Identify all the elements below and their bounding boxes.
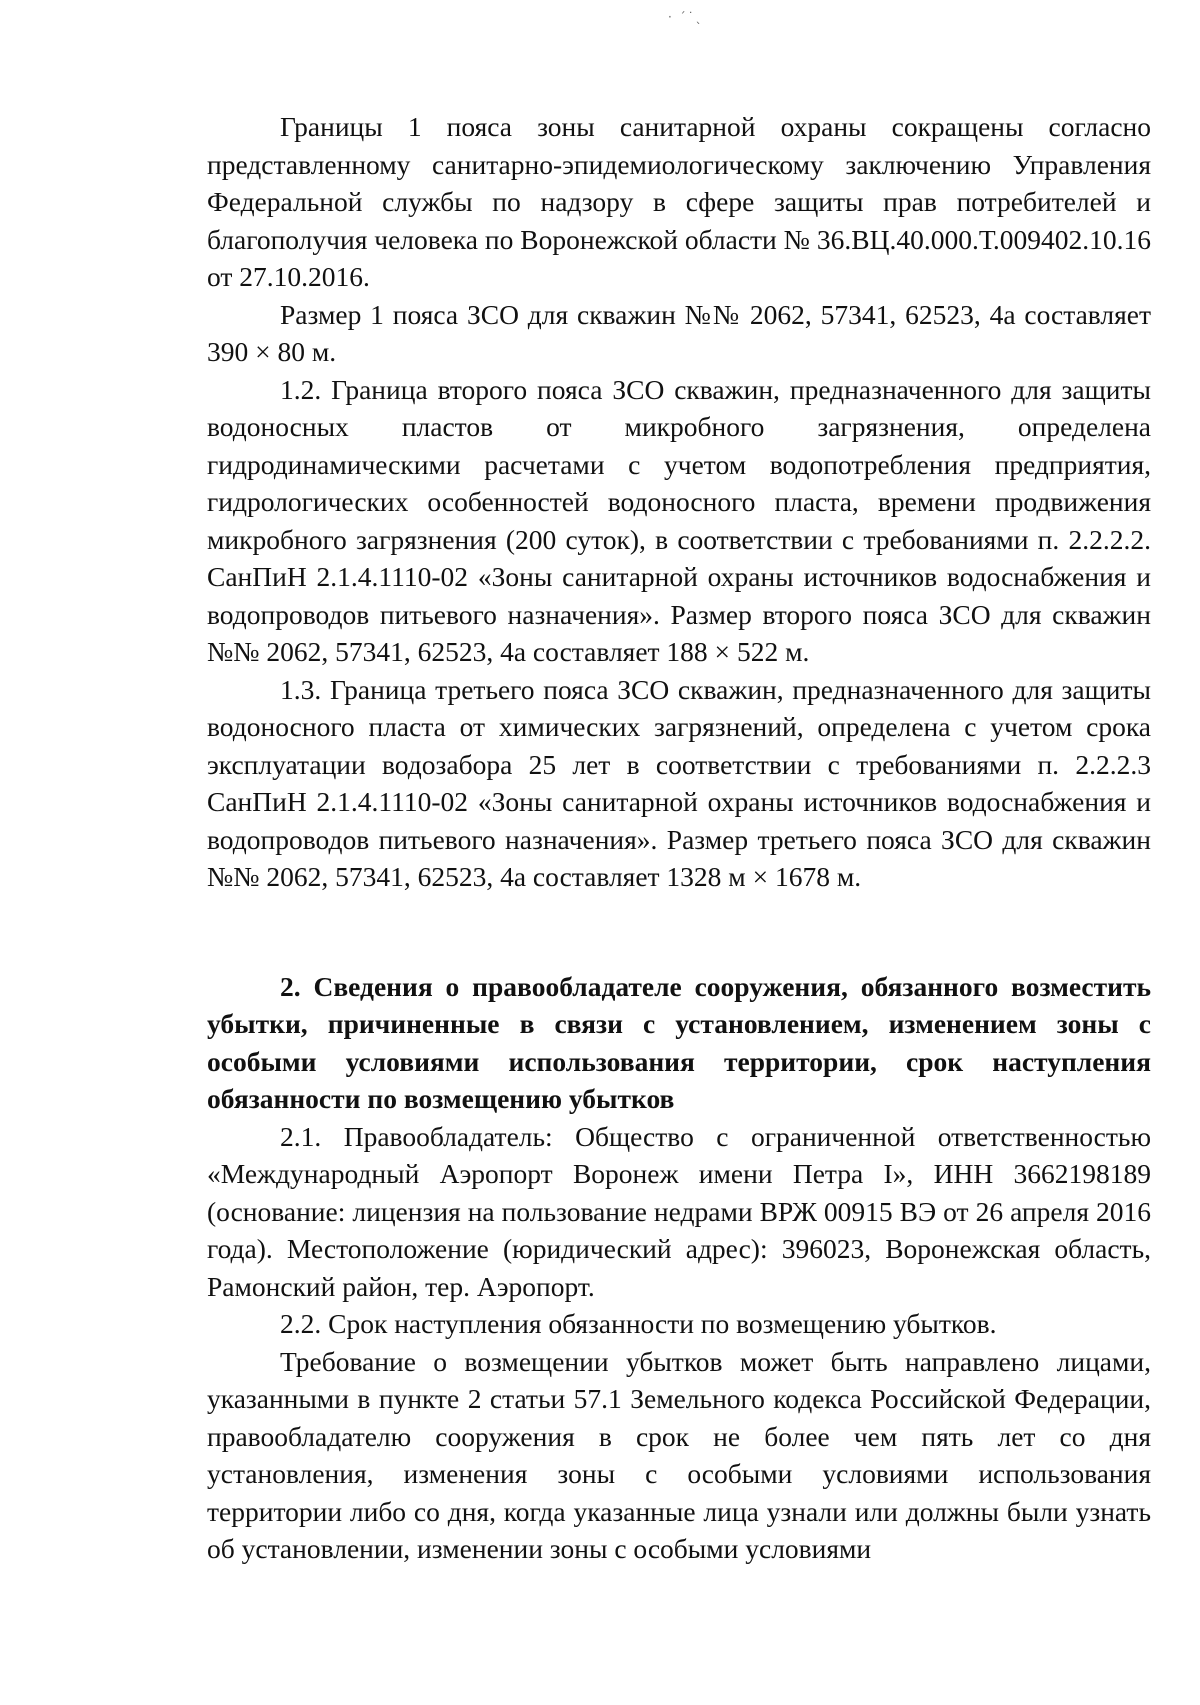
paragraph-compensation-claim: Требование о возмещении убытков может быть направлено лицами, указанными в пункте 2 статьи 57.1 Земельного кодекса Российской Федерации, правообладателю сооружения в срок не более чем пять лет со дня установления, изменения зоны с особыми условиями использования территории либо со дня, когда указанные лица узнали или должны были узнать об установлении, изменении зоны с особыми условиями [207, 1345, 1151, 1564]
paragraph-deadline-title: 2.2. Срок наступления обязанности по возмещению убытков. [280, 1308, 997, 1339]
section-heading: 2. Сведения о правообладателе сооружения, обязанного возместить убытки, причиненные в связи с установлением, изменением зоны с особыми условиями использования территории, срок наступления обязанности по возмещению убытков [207, 970, 1151, 1114]
paragraph-rightholder: 2.1. Правообладатель: Общество с ограниченной ответственностью «Международный Аэропорт Воронеж имени Петра I», ИНН 3662198189 (основание: лицензия на пользование недрами ВРЖ 00915 ВЭ от 26 апреля 2016 года). Местоположение (юридический адрес): 396023, Воронежская область, Рамонский район, тер. Аэропорт. [207, 1120, 1151, 1302]
paragraph-zone1-boundaries: Границы 1 пояса зоны санитарной охраны сокращены согласно представленному санитарно-эпидемиологическому заключению Управления Федеральной службы по надзору в сфере защиты прав потребителей и благополучия человека по Воронежской области № 36.ВЦ.40.000.Т.009402.10.16 от 27.10.2016. [207, 111, 1151, 292]
paragraph-zone3: 1.3. Граница третьего пояса ЗСО скважин, предназначенного для защиты водоносного пласта от химических загрязнений, определена с учетом срока эксплуатации водозабора 25 лет в соответствии с требованиями п. 2.2.2.3 СанПиН 2.1.4.1110-02 «Зоны санитарной охраны источников водоснабжения и водопроводов питьевого назначения». Размер третьего пояса ЗСО для скважин №№ 2062, 57341, 62523, 4а составляет 1328 м × 1678 м. [207, 673, 1151, 892]
scan-mark: · ´˙ˎ [668, 10, 704, 24]
paragraph-zone1-size: Размер 1 пояса ЗСО для скважин №№ 2062, 57341, 62523, 4а составляет 390 × 80 м. [207, 298, 1151, 367]
paragraph-zone2: 1.2. Граница второго пояса ЗСО скважин, предназначенного для защиты водоносных пластов от микробного загрязнения, определена гидродинамическими расчетами с учетом водопотребления предприятия, гидрологических особенностей водоносного пласта, времени продвижения микробного загрязнения (200 суток), в соответствии с требованиями п. 2.2.2.2. СанПиН 2.1.4.1110-02 «Зоны санитарной охраны источников водоснабжения и водопроводов питьевого назначения». Размер второго пояса ЗСО для скважин №№ 2062, 57341, 62523, 4а составляет 188 × 522 м. [207, 373, 1151, 667]
document-page [207, 108, 1151, 1568]
